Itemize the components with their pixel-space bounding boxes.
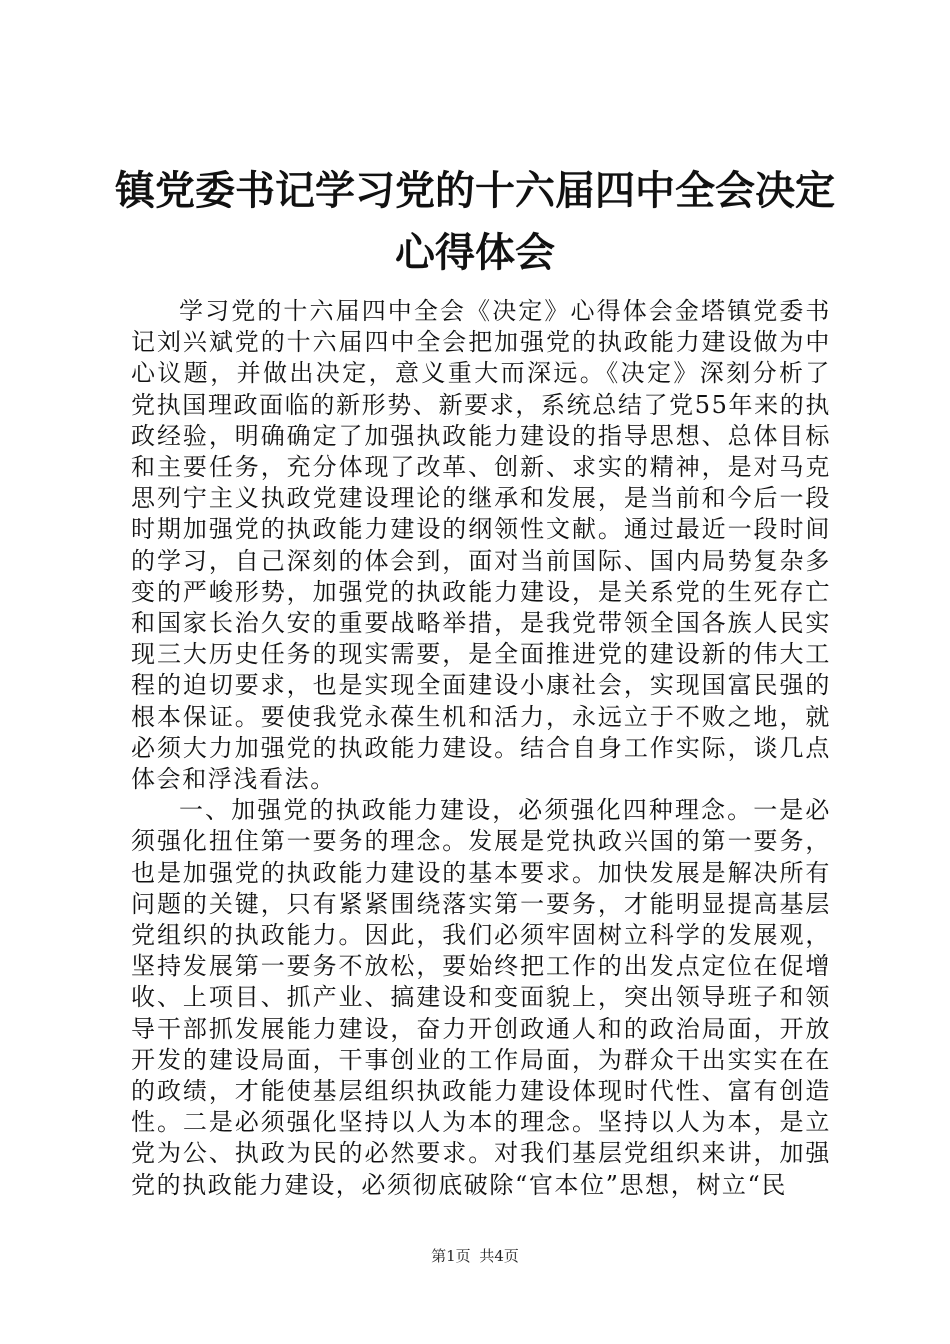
paragraph-section-one: 一、加强党的执政能力建设，必须强化四种理念。一是必须强化扭住第一要务的理念。发展是党执政兴国的第一要务，也是加强党的执政能力建设的基本要求。加快发展是解决所有问题的关键，只有紧紧围绕落实第一要务，才能明显提高基层党组织的执政能力。因此，我们必须牢固树立科学的发展观，坚持发展第一要务不放松，要始终把工作的出发点定位在促增收、上项目、抓产业、搞建设和变面貌上，突出领导班子和领导干部抓发展能力建设，奋力开创政通人和的政治局面，开放开发的建设局面，干事创业的工作局面，为群众干出实实在在的政绩，才能使基层组织执政能力建设体现时代性、富有创造性。二是必须强化坚持以人为本的理念。坚持以人为本，是立党为公、执政为民的必然要求。对我们基层党组织来讲，加强党的执政能力建设，必须彻底破除“官本位”思想，树立“民 bbox=[131, 796, 831, 1199]
page-footer bbox=[0, 1246, 950, 1266]
page-number: 第1页 bbox=[431, 1247, 471, 1265]
page-total: 共4页 bbox=[479, 1247, 519, 1265]
paragraph-intro: 学习党的十六届四中全会《决定》心得体会金塔镇党委书记刘兴斌党的十六届四中全会把加强党的执政能力建设做为中心议题，并做出决定，意义重大而深远。《决定》深刻分析了党执国理政面临的新形势、新要求，系统总结了党55年来的执政经验，明确确定了加强执政能力建设的指导思想、总体目标和主要任务，充分体现了改革、创新、求实的精神，是对马克思列宁主义执政党建设理论的继承和发展，是当前和今后一段时期加强党的执政能力建设的纲领性文献。通过最近一段时间的学习，自己深刻的体会到，面对当前国际、国内局势复杂多变的严峻形势，加强党的执政能力建设，是关系党的生死存亡和国家长治久安的重要战略举措，是我党带领全国各族人民实现三大历史任务的现实需要，是全面推进党的建设新的伟大工程的迫切要求，也是实现全面建设小康社会，实现国富民强的根本保证。要使我党永葆生机和活力，永远立于不败之地，就必须大力加强党的执政能力建设。结合自身工作实际，谈几点体会和浮浅看法。 bbox=[131, 297, 831, 794]
document-body bbox=[131, 296, 831, 1201]
document-title: 镇党委书记学习党的十六届四中全会决定心得体会 bbox=[115, 167, 835, 276]
